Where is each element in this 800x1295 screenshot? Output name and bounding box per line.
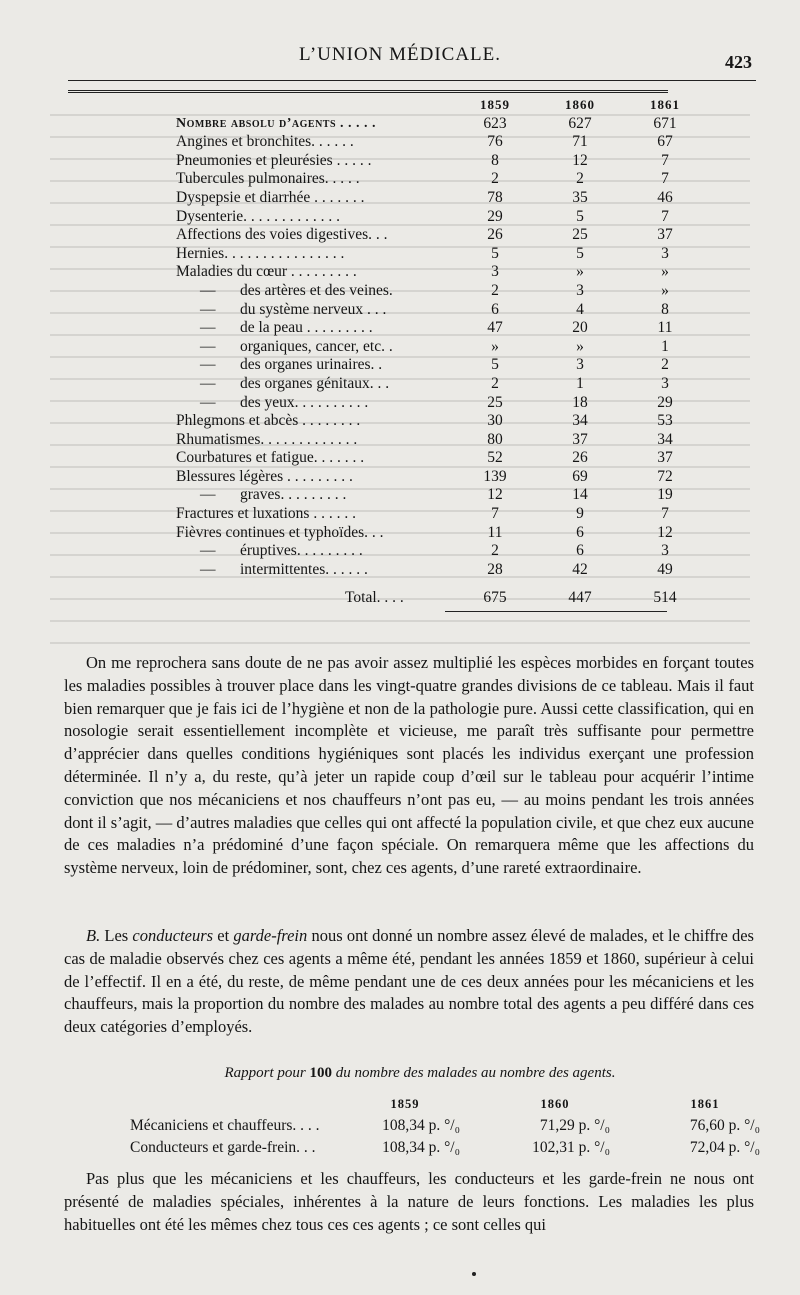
ditto-dash: — — [200, 281, 216, 299]
row-value: 35 — [572, 188, 588, 206]
ratio-row-label: Conducteurs et garde-frein. . . — [130, 1139, 316, 1156]
row-value: 30 — [487, 412, 503, 430]
row-label: Tubercules pulmonaires. . . . . — [176, 170, 360, 188]
header-rule — [68, 80, 756, 81]
row-label: des organes génitaux. . . — [240, 374, 390, 392]
row-value: 2 — [491, 170, 499, 188]
total-value: 514 — [653, 589, 677, 607]
ratio-year-1859: 1859 — [390, 1097, 420, 1111]
row-value: 18 — [572, 393, 588, 411]
table-row — [170, 208, 690, 227]
row-value: 3 — [576, 356, 584, 374]
ditto-dash: — — [200, 356, 216, 374]
row-value: 139 — [483, 467, 507, 485]
year-1861: 1861 — [650, 97, 680, 112]
table-row — [170, 189, 690, 208]
table-year-header — [170, 96, 690, 115]
section-letter: B. — [86, 926, 101, 945]
row-value: 7 — [661, 151, 669, 169]
row-value: 2 — [491, 374, 499, 392]
page-number: 423 — [725, 52, 752, 72]
row-value: » — [661, 263, 669, 281]
table-row — [170, 542, 690, 561]
ratio-value: 108,34 p. °/₀ — [382, 1139, 460, 1156]
row-label: des artères et des veines. — [240, 281, 393, 299]
row-value: 19 — [657, 486, 673, 504]
para2-text-c: nous ont donné un nombre assez élevé de malades, et le chiffre des cas de maladie observés chez ces agents a même été, pendant les années 1859 et 1860, supérieur à celui de l’effectif. Il en a été, du reste, de même pendant une de ces deux années pour les mécaniciens et les chauffeurs, mais la proportion du nombre des malades au nombre total des agents a peu différé dans ces deux catégories d’employés. — [64, 926, 754, 1037]
row-label: Phlegmons et abcès . . . . . . . . — [176, 412, 361, 430]
row-value: 12 — [572, 151, 588, 169]
row-value: 42 — [572, 560, 588, 578]
row-label: Pneumonies et pleurésies . . . . . — [176, 151, 372, 169]
row-value: 46 — [657, 188, 673, 206]
ratio-value: 102,31 p. °/₀ — [532, 1139, 610, 1156]
row-label: Fractures et luxations . . . . . . — [176, 505, 356, 523]
row-value: 28 — [487, 560, 503, 578]
row-value: 3 — [661, 374, 669, 392]
para2-text-a: Les — [100, 926, 133, 945]
row-label: intermittentes. . . . . . — [240, 560, 368, 578]
row-value: 5 — [491, 244, 499, 262]
row-value: 14 — [572, 486, 588, 504]
table-row — [170, 486, 690, 505]
ditto-dash: — — [200, 337, 216, 355]
row-label: Courbatures et fatigue. . . . . . . — [176, 449, 365, 467]
ratio-value: 72,04 p. °/₀ — [689, 1139, 760, 1156]
row-value: 1 — [576, 374, 584, 392]
term-conducteurs: conducteurs — [132, 926, 214, 945]
row-value: 37 — [572, 430, 588, 448]
table-row — [170, 561, 690, 580]
table-row — [170, 170, 690, 189]
row-value: 6 — [576, 542, 584, 560]
ratio-value: 108,34 p. °/₀ — [382, 1117, 460, 1134]
row-value: 37 — [657, 449, 673, 467]
table-row — [170, 245, 690, 264]
table-top-rule — [68, 90, 668, 93]
table-row — [170, 468, 690, 487]
ratio-year-header — [130, 1094, 730, 1114]
table-row — [170, 133, 690, 152]
row-value: 6 — [576, 523, 584, 541]
row-value: 2 — [491, 281, 499, 299]
row-label: de la peau . . . . . . . . . — [240, 319, 373, 337]
term-garde-frein: garde-frein — [233, 926, 308, 945]
row-value: 3 — [491, 263, 499, 281]
row-value: 8 — [661, 300, 669, 318]
row-value: 25 — [572, 226, 588, 244]
row-label: Rhumatismes. . . . . . . . . . . . . — [176, 430, 358, 448]
row-value: 627 — [568, 114, 592, 132]
ratio-year-1860: 1860 — [540, 1097, 570, 1111]
row-value: 671 — [653, 114, 677, 132]
row-value: 3 — [576, 281, 584, 299]
row-label: Maladies du cœur . . . . . . . . . — [176, 263, 357, 281]
ratio-value: 76,60 p. °/₀ — [689, 1117, 760, 1134]
caption-text-b: du nombre des malades au nombre des agents. — [335, 1065, 616, 1081]
row-label: Blessures légères . . . . . . . . . — [176, 467, 353, 485]
row-value: » — [661, 281, 669, 299]
row-value: 7 — [661, 207, 669, 225]
ratio-row-label: Mécaniciens et chauffeurs. . . . — [130, 1117, 320, 1134]
table-row — [170, 412, 690, 431]
row-value: 5 — [491, 356, 499, 374]
row-value: 49 — [657, 560, 673, 578]
row-value: 78 — [487, 188, 503, 206]
row-value: 2 — [491, 542, 499, 560]
ditto-dash: — — [200, 374, 216, 392]
table-row — [170, 356, 690, 375]
table-row — [170, 301, 690, 320]
paragraph-3: Pas plus que les mécaniciens et les chauffeurs, les conducteurs et les garde-frein ne nous ont présenté de maladies spéciales, inhérentes à la nature de leurs fonctions. Les maladies les plus habituelles ont été les mêmes chez tous ces ces agents ; ce sont celles qui — [64, 1169, 754, 1234]
row-value: 29 — [487, 207, 503, 225]
running-title: L’UNION MÉDICALE. — [298, 44, 502, 65]
row-value: 12 — [657, 523, 673, 541]
total-row — [170, 589, 690, 608]
row-value: 9 — [576, 505, 584, 523]
table-row — [170, 394, 690, 413]
row-value: 1 — [661, 337, 669, 355]
table-row — [170, 338, 690, 357]
row-value: 26 — [487, 226, 503, 244]
ditto-dash: — — [200, 486, 216, 504]
table-row — [170, 115, 690, 134]
ditto-dash: — — [200, 542, 216, 560]
ratio-row — [130, 1116, 760, 1136]
row-value: 34 — [572, 412, 588, 430]
year-1860: 1860 — [565, 97, 595, 112]
row-label: Nombre absolu d’agents . . . . . — [176, 115, 377, 131]
row-value: 69 — [572, 467, 588, 485]
row-label: éruptives. . . . . . . . . — [240, 542, 363, 560]
row-label: Dyspepsie et diarrhée . . . . . . . — [176, 188, 365, 206]
row-value: 37 — [657, 226, 673, 244]
total-label: Total. . . . — [345, 589, 404, 607]
ratio-year-1861: 1861 — [690, 1097, 720, 1111]
row-value: 6 — [491, 300, 499, 318]
year-1859: 1859 — [480, 97, 510, 112]
row-value: 4 — [576, 300, 584, 318]
table-row — [170, 431, 690, 450]
table-row — [170, 505, 690, 524]
table-row — [170, 319, 690, 338]
ditto-dash: — — [200, 393, 216, 411]
caption-number: 100 — [309, 1065, 333, 1081]
row-value: 2 — [661, 356, 669, 374]
row-value: 12 — [487, 486, 503, 504]
row-value: 20 — [572, 319, 588, 337]
row-value: 26 — [572, 449, 588, 467]
table-row — [170, 375, 690, 394]
table-row — [170, 226, 690, 245]
para2-text-b: et — [213, 926, 234, 945]
row-value: 2 — [576, 170, 584, 188]
table-row — [170, 152, 690, 171]
row-label: des yeux. . . . . . . . . . — [240, 393, 369, 411]
row-label: du système nerveux . . . — [240, 300, 387, 318]
row-value: 29 — [657, 393, 673, 411]
row-value: 3 — [661, 542, 669, 560]
row-label: Affections des voies digestives. . . — [176, 226, 388, 244]
row-value: 47 — [487, 319, 503, 337]
table-row — [170, 263, 690, 282]
row-label: Fièvres continues et typhoïdes. . . — [176, 523, 384, 541]
total-rule — [445, 611, 667, 612]
caption-text-a: Rapport pour — [224, 1065, 306, 1081]
row-label: Hernies. . . . . . . . . . . . . . . . — [176, 244, 345, 262]
page-header — [0, 44, 800, 74]
row-value: 3 — [661, 244, 669, 262]
paragraph-1: On me reprochera sans doute de ne pas avoir assez multiplié les espèces morbides en forçant toutes les maladies possibles à trouver place dans les vingt-quatre grandes divisions de ce tableau. Mais il faut bien remarquer que je fais ici de l’hygiène et non de la pathologie pure. Aussi cette classification, qui en nosologie serait essentiellement incomplète et vicieuse, me paraît très suffisante pour permettre d’apprécier dans quelles conditions hygiéniques sont placés les individus exerçant une profession déterminée. Il n’y a, du reste, qu’à jeter un rapide coup d’œil sur le tableau pour acquérir l’intime conviction que nos mécaniciens et nos chauffeurs n’ont pas eu, — au moins pendant les trois années dont il s’agit, — d’autres maladies que celles qui ont affecté la population civile, et que chez eux aucune de ces maladies n’a prédominé d’une façon spéciale. On remarquera même que les affections du système nerveux, loin de prédominer, sont, chez ces agents, d’une rareté extraordinaire. — [64, 653, 754, 878]
row-label: Angines et bronchites. . . . . . — [176, 133, 354, 151]
ink-speck — [472, 1272, 476, 1276]
row-label: graves. . . . . . . . . — [240, 486, 347, 504]
row-value: 25 — [487, 393, 503, 411]
total-value: 675 — [483, 589, 507, 607]
row-value: » — [491, 337, 499, 355]
ditto-dash: — — [200, 560, 216, 578]
ditto-dash: — — [200, 319, 216, 337]
row-value: 80 — [487, 430, 503, 448]
paragraph-2 — [64, 925, 754, 1039]
table-row — [170, 282, 690, 301]
row-value: 5 — [576, 244, 584, 262]
row-value: 7 — [661, 505, 669, 523]
row-value: 34 — [657, 430, 673, 448]
row-value: 5 — [576, 207, 584, 225]
row-value: 623 — [483, 114, 507, 132]
row-value: » — [576, 263, 584, 281]
ditto-dash: — — [200, 300, 216, 318]
row-label: organiques, cancer, etc. . — [240, 337, 393, 355]
table-row — [170, 449, 690, 468]
row-value: 71 — [572, 133, 588, 151]
row-label: des organes urinaires. . — [240, 356, 383, 374]
total-value: 447 — [568, 589, 592, 607]
row-label: Dysenterie. . . . . . . . . . . . . — [176, 207, 341, 225]
table-row — [170, 524, 690, 543]
row-value: 67 — [657, 133, 673, 151]
row-value: 7 — [661, 170, 669, 188]
ratio-value: 71,29 p. °/₀ — [539, 1117, 610, 1134]
row-value: 11 — [487, 523, 503, 541]
ratio-caption — [160, 1065, 680, 1082]
row-value: 11 — [657, 319, 673, 337]
morbidity-table — [170, 96, 690, 608]
row-value: 53 — [657, 412, 673, 430]
row-value: 76 — [487, 133, 503, 151]
ratio-row — [130, 1138, 760, 1158]
row-value: 52 — [487, 449, 503, 467]
row-value: » — [576, 337, 584, 355]
row-value: 7 — [491, 505, 499, 523]
row-value: 72 — [657, 467, 673, 485]
row-value: 8 — [491, 151, 499, 169]
